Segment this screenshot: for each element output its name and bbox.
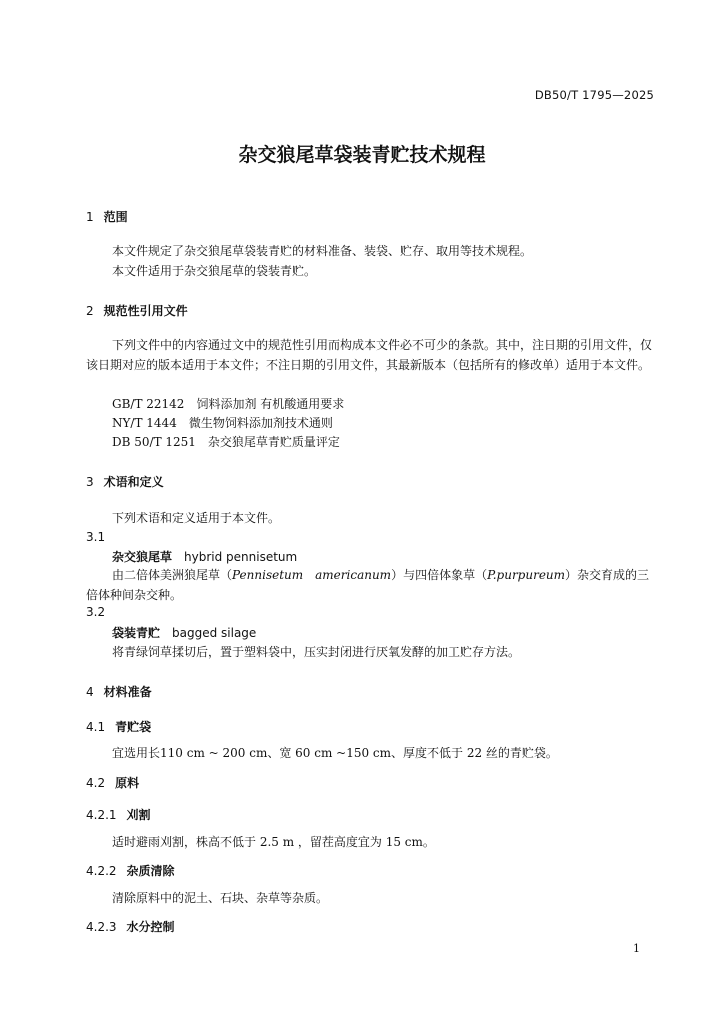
latin-name: P.purpureum (487, 568, 566, 582)
term-name: 杂交狼尾草 (112, 550, 173, 564)
section-number: 4.2.1 (86, 808, 117, 822)
section-number: 1 (86, 210, 94, 224)
normative-reference: GB/T 22142 饲料添加剂 有机酸通用要求 (112, 397, 345, 411)
paragraph: 本文件适用于杂交狼尾草的袋装青贮。 (112, 264, 317, 278)
standard-code: DB50/T 1795—2025 (534, 88, 654, 102)
definition-text: 由二倍体美洲狼尾草（ (112, 568, 233, 582)
section-number: 4.2 (86, 776, 106, 790)
subsection-4-2-2-heading (86, 862, 175, 879)
section-1-heading (86, 208, 128, 225)
term-entry (112, 548, 297, 565)
normative-reference: DB 50/T 1251 杂交狼尾草青贮质量评定 (112, 435, 340, 449)
paragraph: 下列文件中的内容通过文中的规范性引用而构成本文件必不可少的条款。其中，注日期的引用文件，仅该日期对应的版本适用于本文件；不注日期的引用文件，其最新版本（包括所有的修改单）适用于本文件。 (86, 338, 653, 372)
term-english: hybrid pennisetum (184, 550, 298, 564)
normative-reference: NY/T 1444 微生物饲料添加剂技术通则 (112, 416, 333, 430)
term-name: 袋装青贮 (112, 626, 161, 640)
document-title: 杂交狼尾草袋装青贮技术规程 (238, 144, 486, 166)
section-number: 4.2.2 (86, 864, 117, 878)
paragraph: 清除原料中的泥土、石块、杂草等杂质。 (112, 891, 329, 905)
paragraph: 宜选用长110 cm ~ 200 cm、宽 60 cm ~150 cm、厚度不低于 22 丝的青贮袋。 (112, 746, 558, 760)
latin-name: Pennisetum americanum (232, 568, 392, 582)
definition-text: ）与四倍体象草（ (391, 568, 488, 582)
section-4-heading (86, 683, 152, 700)
section-title: 水分控制 (126, 920, 175, 934)
paragraph: 本文件规定了杂交狼尾草袋装青贮的材料准备、装袋、贮存、取用等技术规程。 (112, 244, 533, 258)
term-definition: 将青绿饲草揉切后，置于塑料袋中，压实封闭进行厌氧发酵的加工贮存方法。 (112, 645, 521, 659)
term-number: 3.1 (86, 530, 106, 544)
section-title: 术语和定义 (103, 475, 164, 489)
section-title: 杂质清除 (126, 864, 175, 878)
page-number: 1 (633, 942, 640, 955)
subsection-4-2-1-heading (86, 806, 151, 823)
section-title: 规范性引用文件 (103, 304, 188, 318)
section-title: 范围 (103, 210, 128, 224)
term-number: 3.2 (86, 605, 106, 619)
section-title: 材料准备 (103, 685, 152, 699)
paragraph: 适时避雨刈割，株高不低于 2.5 m ，留茬高度宜为 15 cm。 (112, 835, 435, 849)
term-entry (112, 624, 256, 641)
section-title: 原料 (115, 776, 140, 790)
section-number: 4.2.3 (86, 920, 117, 934)
subsection-4-2-heading (86, 774, 139, 791)
section-number: 4.1 (86, 720, 106, 734)
section-3-heading (86, 473, 164, 490)
paragraph: 下列术语和定义适用于本文件。 (112, 511, 281, 525)
section-number: 3 (86, 475, 94, 489)
section-number: 2 (86, 304, 94, 318)
definition-text: ）杂交育成的三倍体种间杂交种。 (86, 568, 650, 602)
section-number: 4 (86, 685, 94, 699)
term-definition (86, 566, 656, 605)
section-2-heading (86, 302, 188, 319)
subsection-4-2-3-heading (86, 918, 175, 935)
section-title: 刈割 (126, 808, 151, 822)
section-title: 青贮袋 (115, 720, 152, 734)
term-english: bagged silage (172, 626, 257, 640)
subsection-4-1-heading (86, 718, 151, 735)
